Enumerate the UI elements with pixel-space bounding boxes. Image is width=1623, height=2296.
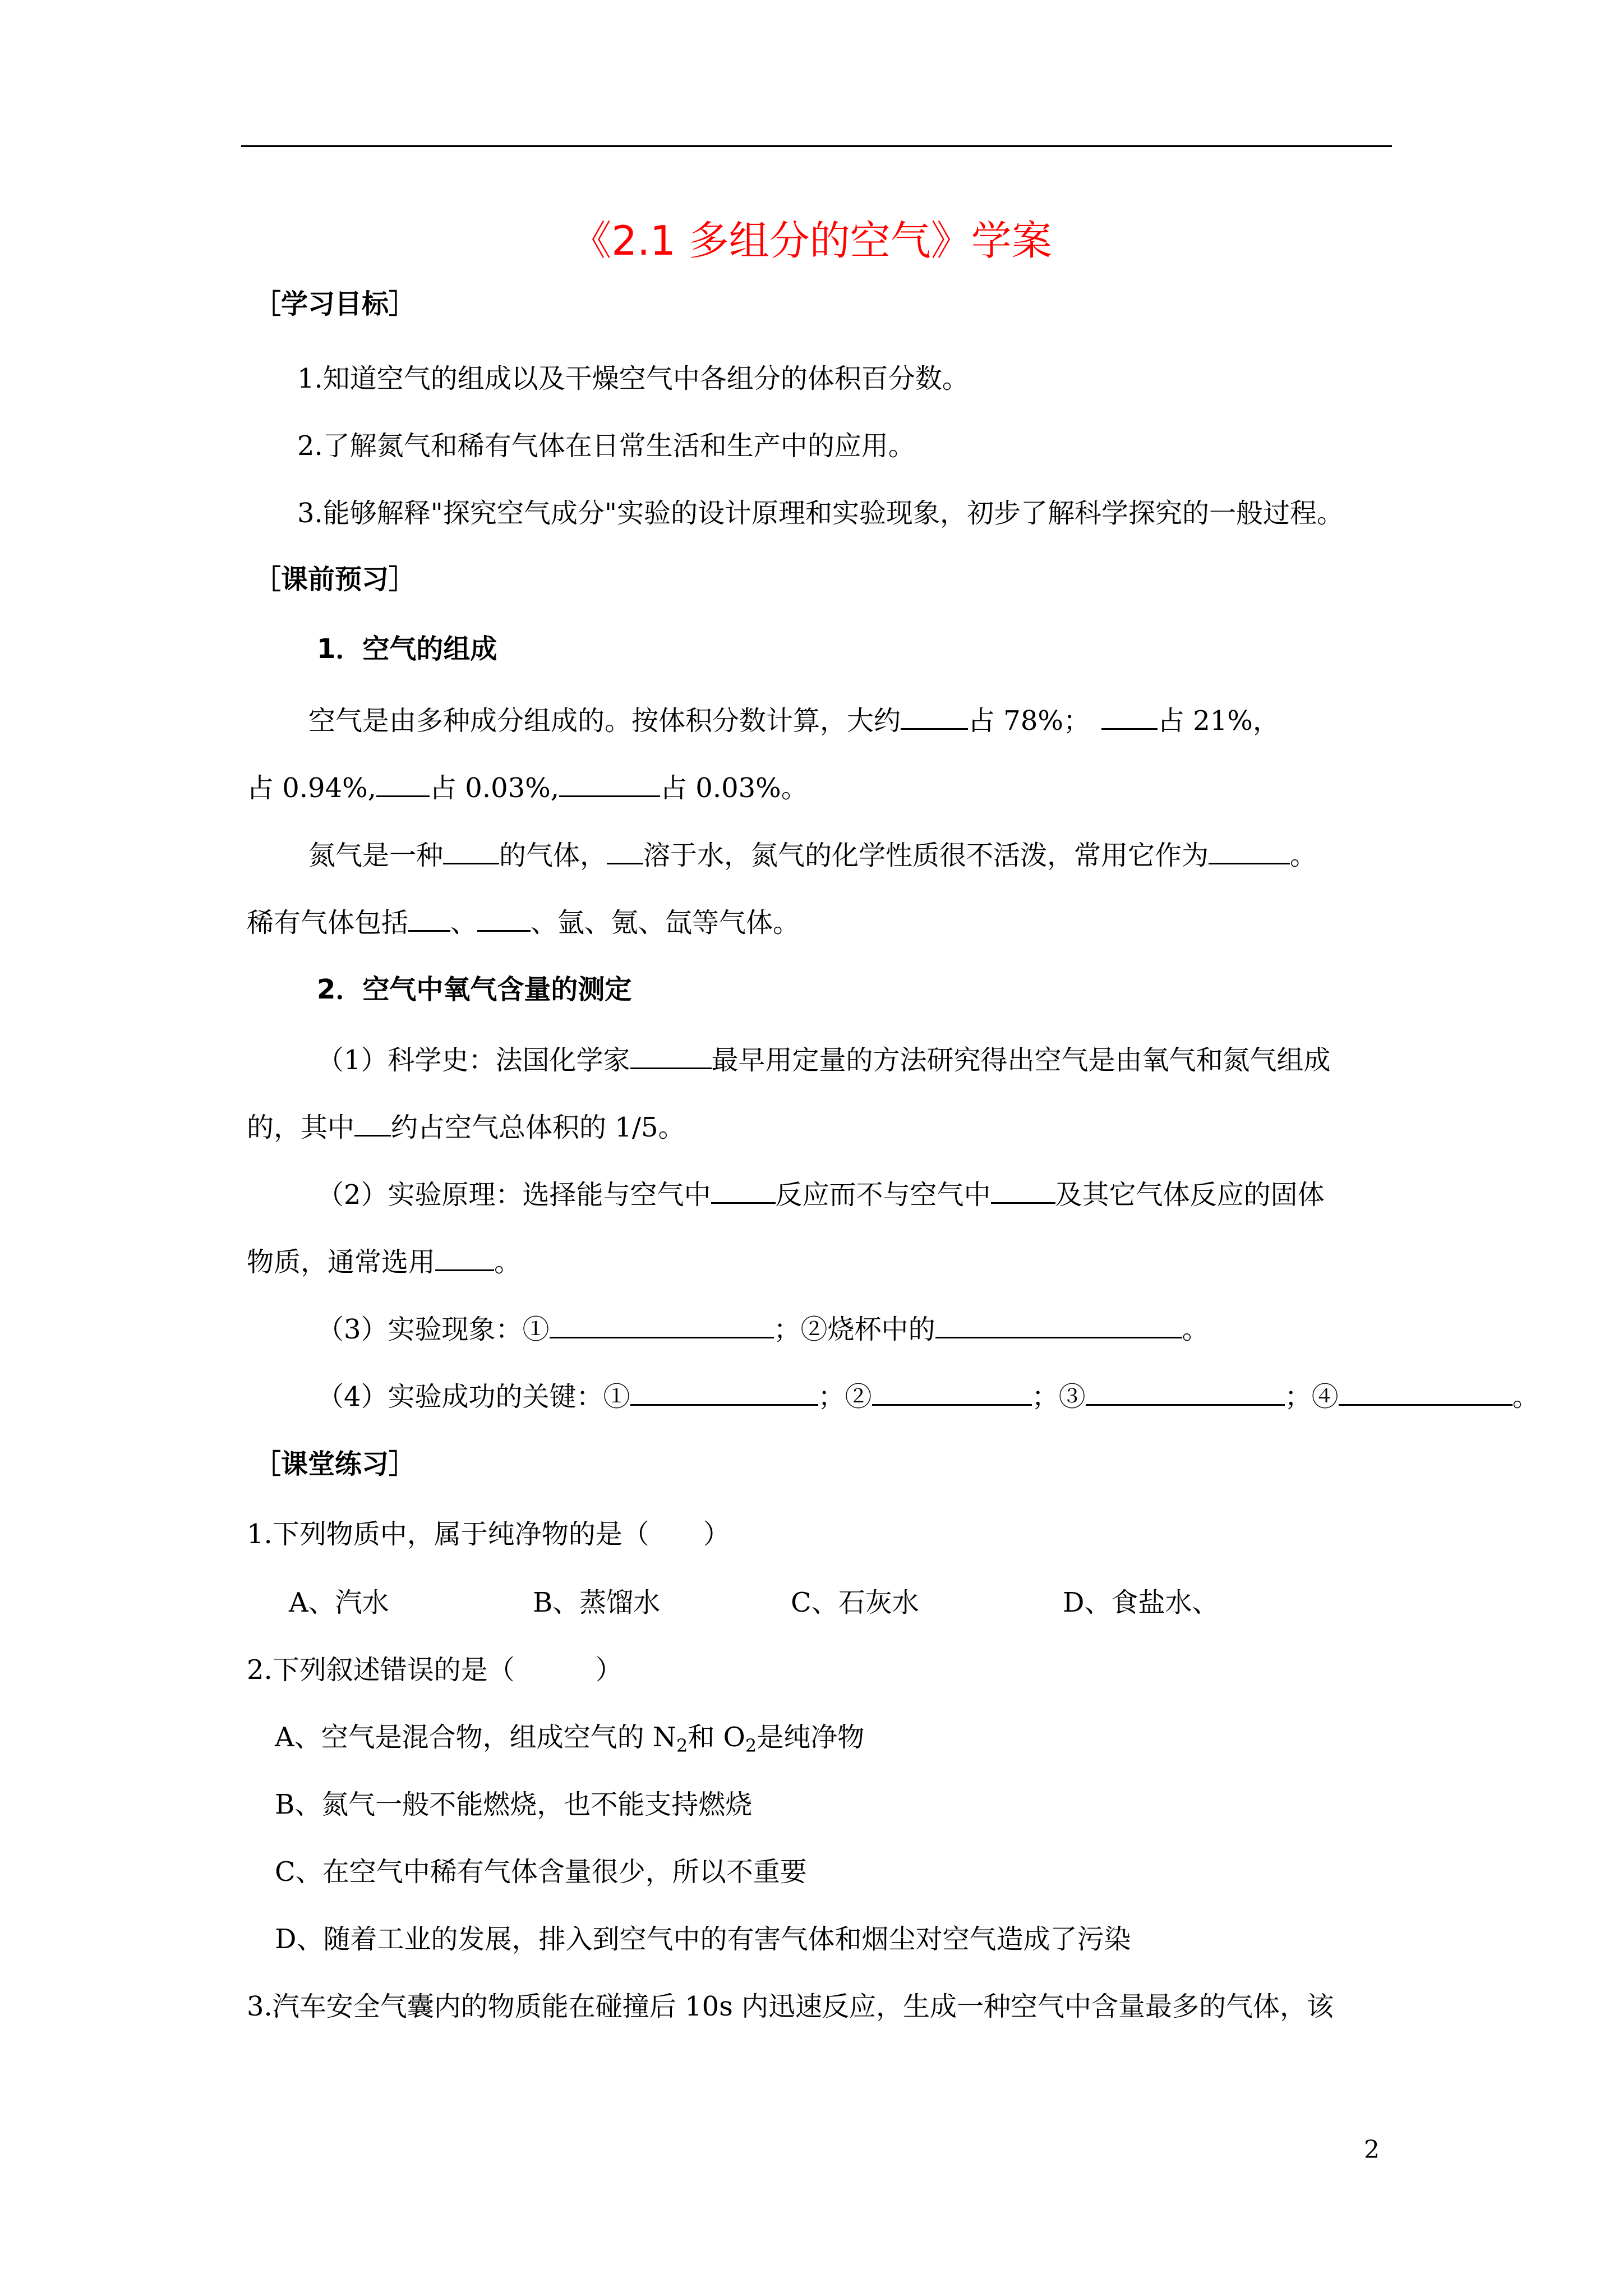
practice-heading: ［课堂练习］ <box>254 1448 416 1480</box>
principle-line-2 <box>247 1243 521 1279</box>
fill-blank[interactable] <box>376 769 430 797</box>
question-1: 1.下列物质中，属于纯净物的是（ ） <box>247 1519 730 1550</box>
text: （1）科学史：法国化学家 <box>317 1045 630 1076</box>
fill-blank[interactable] <box>630 1041 712 1069</box>
text: 占 21%， <box>1157 705 1280 737</box>
fill-blank[interactable] <box>901 701 968 730</box>
q2-option-d: D、随着工业的发展，排入到空气中的有害气体和烟尘对空气造成了污染 <box>275 1924 1131 1955</box>
page-number: 2 <box>1364 2136 1380 2164</box>
q1-option-b: B、蒸馏水 <box>533 1587 661 1618</box>
text: 氮气是一种 <box>308 840 444 871</box>
fill-blank[interactable] <box>477 903 531 932</box>
fill-blank[interactable] <box>1086 1377 1285 1406</box>
fill-blank[interactable] <box>935 1310 1182 1338</box>
fill-blank[interactable] <box>872 1377 1032 1406</box>
principle-line-1 <box>317 1175 1325 1212</box>
preview-heading: ［课前预习］ <box>254 564 416 595</box>
goal-item-1: 1.知道空气的组成以及干燥空气中各组分的体积百分数。 <box>297 363 969 394</box>
goal-item-3: 3.能够解释"探究空气成分"实验的设计原理和实验现象，初步了解科学探究的一般过程。 <box>297 498 1344 529</box>
fill-blank[interactable] <box>559 769 660 797</box>
text: A、空气是混合物，组成空气的 N <box>275 1722 676 1753</box>
text: 占 0.03%。 <box>660 772 808 804</box>
text: ；② <box>818 1381 872 1412</box>
question-3: 3.汽车安全气囊内的物质能在碰撞后 10s 内迅速反应，生成一种空气中含量最多的气体，该 <box>247 1991 1334 2022</box>
text: 及其它气体反应的固体 <box>1055 1179 1325 1211</box>
fill-blank[interactable] <box>607 836 643 864</box>
text: 约占空气总体积的 1/5。 <box>391 1112 685 1143</box>
composition-line-2 <box>247 769 808 805</box>
goal-item-2: 2.了解氮气和稀有气体在日常生活和生产中的应用。 <box>297 430 915 462</box>
fill-blank[interactable] <box>550 1310 774 1338</box>
text: 。 <box>494 1246 522 1278</box>
text: 、 <box>450 907 478 938</box>
fill-blank[interactable] <box>630 1377 818 1406</box>
section-2-title: 2．空气中氧气含量的测定 <box>317 974 632 1005</box>
fill-blank[interactable] <box>354 1108 391 1137</box>
text: （3）实验现象：① <box>317 1314 550 1345</box>
fill-blank[interactable] <box>435 1243 494 1271</box>
q2-option-b: B、氮气一般不能燃烧，也不能支持燃烧 <box>275 1789 753 1820</box>
q2-option-a <box>275 1720 864 1763</box>
text: 和 O <box>688 1722 745 1753</box>
text: ；④ <box>1284 1381 1339 1412</box>
text: 占 0.94%, <box>247 772 377 804</box>
text: ；③ <box>1031 1381 1086 1412</box>
fill-blank[interactable] <box>1209 836 1290 864</box>
page-title: 《2.1 多组分的空气》学案 <box>571 217 1052 264</box>
text: 稀有气体包括 <box>247 907 409 938</box>
text: 。 <box>1290 840 1317 871</box>
goals-heading: ［学习目标］ <box>254 288 416 320</box>
text: 的气体， <box>499 840 607 871</box>
text: （2）实验原理：选择能与空气中 <box>317 1179 711 1211</box>
noble-gas-line <box>247 903 800 940</box>
q2-option-c: C、在空气中稀有气体含量很少，所以不重要 <box>275 1856 807 1888</box>
key-points-line <box>317 1377 1539 1414</box>
history-line-1 <box>317 1041 1331 1077</box>
fill-blank[interactable] <box>408 903 450 932</box>
fill-blank[interactable] <box>443 836 499 864</box>
fill-blank[interactable] <box>1339 1377 1513 1406</box>
text: 、氩、氪、氙等气体。 <box>531 907 800 938</box>
q1-option-d: D、食盐水、 <box>1063 1587 1219 1618</box>
fill-blank[interactable] <box>711 1175 776 1204</box>
text: 的，其中 <box>247 1112 355 1143</box>
fill-blank[interactable] <box>1101 701 1158 730</box>
question-2: 2.下列叙述错误的是（ ） <box>247 1654 623 1686</box>
text: 。 <box>1182 1314 1209 1345</box>
composition-line-1 <box>308 701 1280 738</box>
subscript: 2 <box>676 1735 688 1756</box>
text: 最早用定量的方法研究得出空气是由氧气和氮气组成 <box>711 1045 1331 1076</box>
text: 反应而不与空气中 <box>775 1179 991 1211</box>
phenomenon-line <box>317 1310 1209 1346</box>
subscript: 2 <box>745 1735 757 1756</box>
text: 物质，通常选用 <box>247 1246 436 1278</box>
nitrogen-line <box>308 836 1317 872</box>
text: 溶于水，氮气的化学性质很不活泼，常用它作为 <box>643 840 1209 871</box>
q1-option-c: C、石灰水 <box>791 1587 919 1618</box>
history-line-2 <box>247 1108 685 1144</box>
text: 空气是由多种成分组成的。按体积分数计算，大约 <box>308 705 901 737</box>
text: ；②烧杯中的 <box>773 1314 935 1345</box>
fill-blank[interactable] <box>991 1175 1055 1204</box>
text: 。 <box>1512 1381 1539 1412</box>
text: 占 78%； <box>968 705 1090 737</box>
q1-option-a: A、汽水 <box>289 1587 389 1618</box>
header-rule <box>241 145 1392 147</box>
text: 占 0.03%, <box>430 772 560 804</box>
section-1-title: 1．空气的组成 <box>317 633 497 665</box>
text: 是纯净物 <box>757 1722 865 1753</box>
text: （4）实验成功的关键：① <box>317 1381 630 1412</box>
